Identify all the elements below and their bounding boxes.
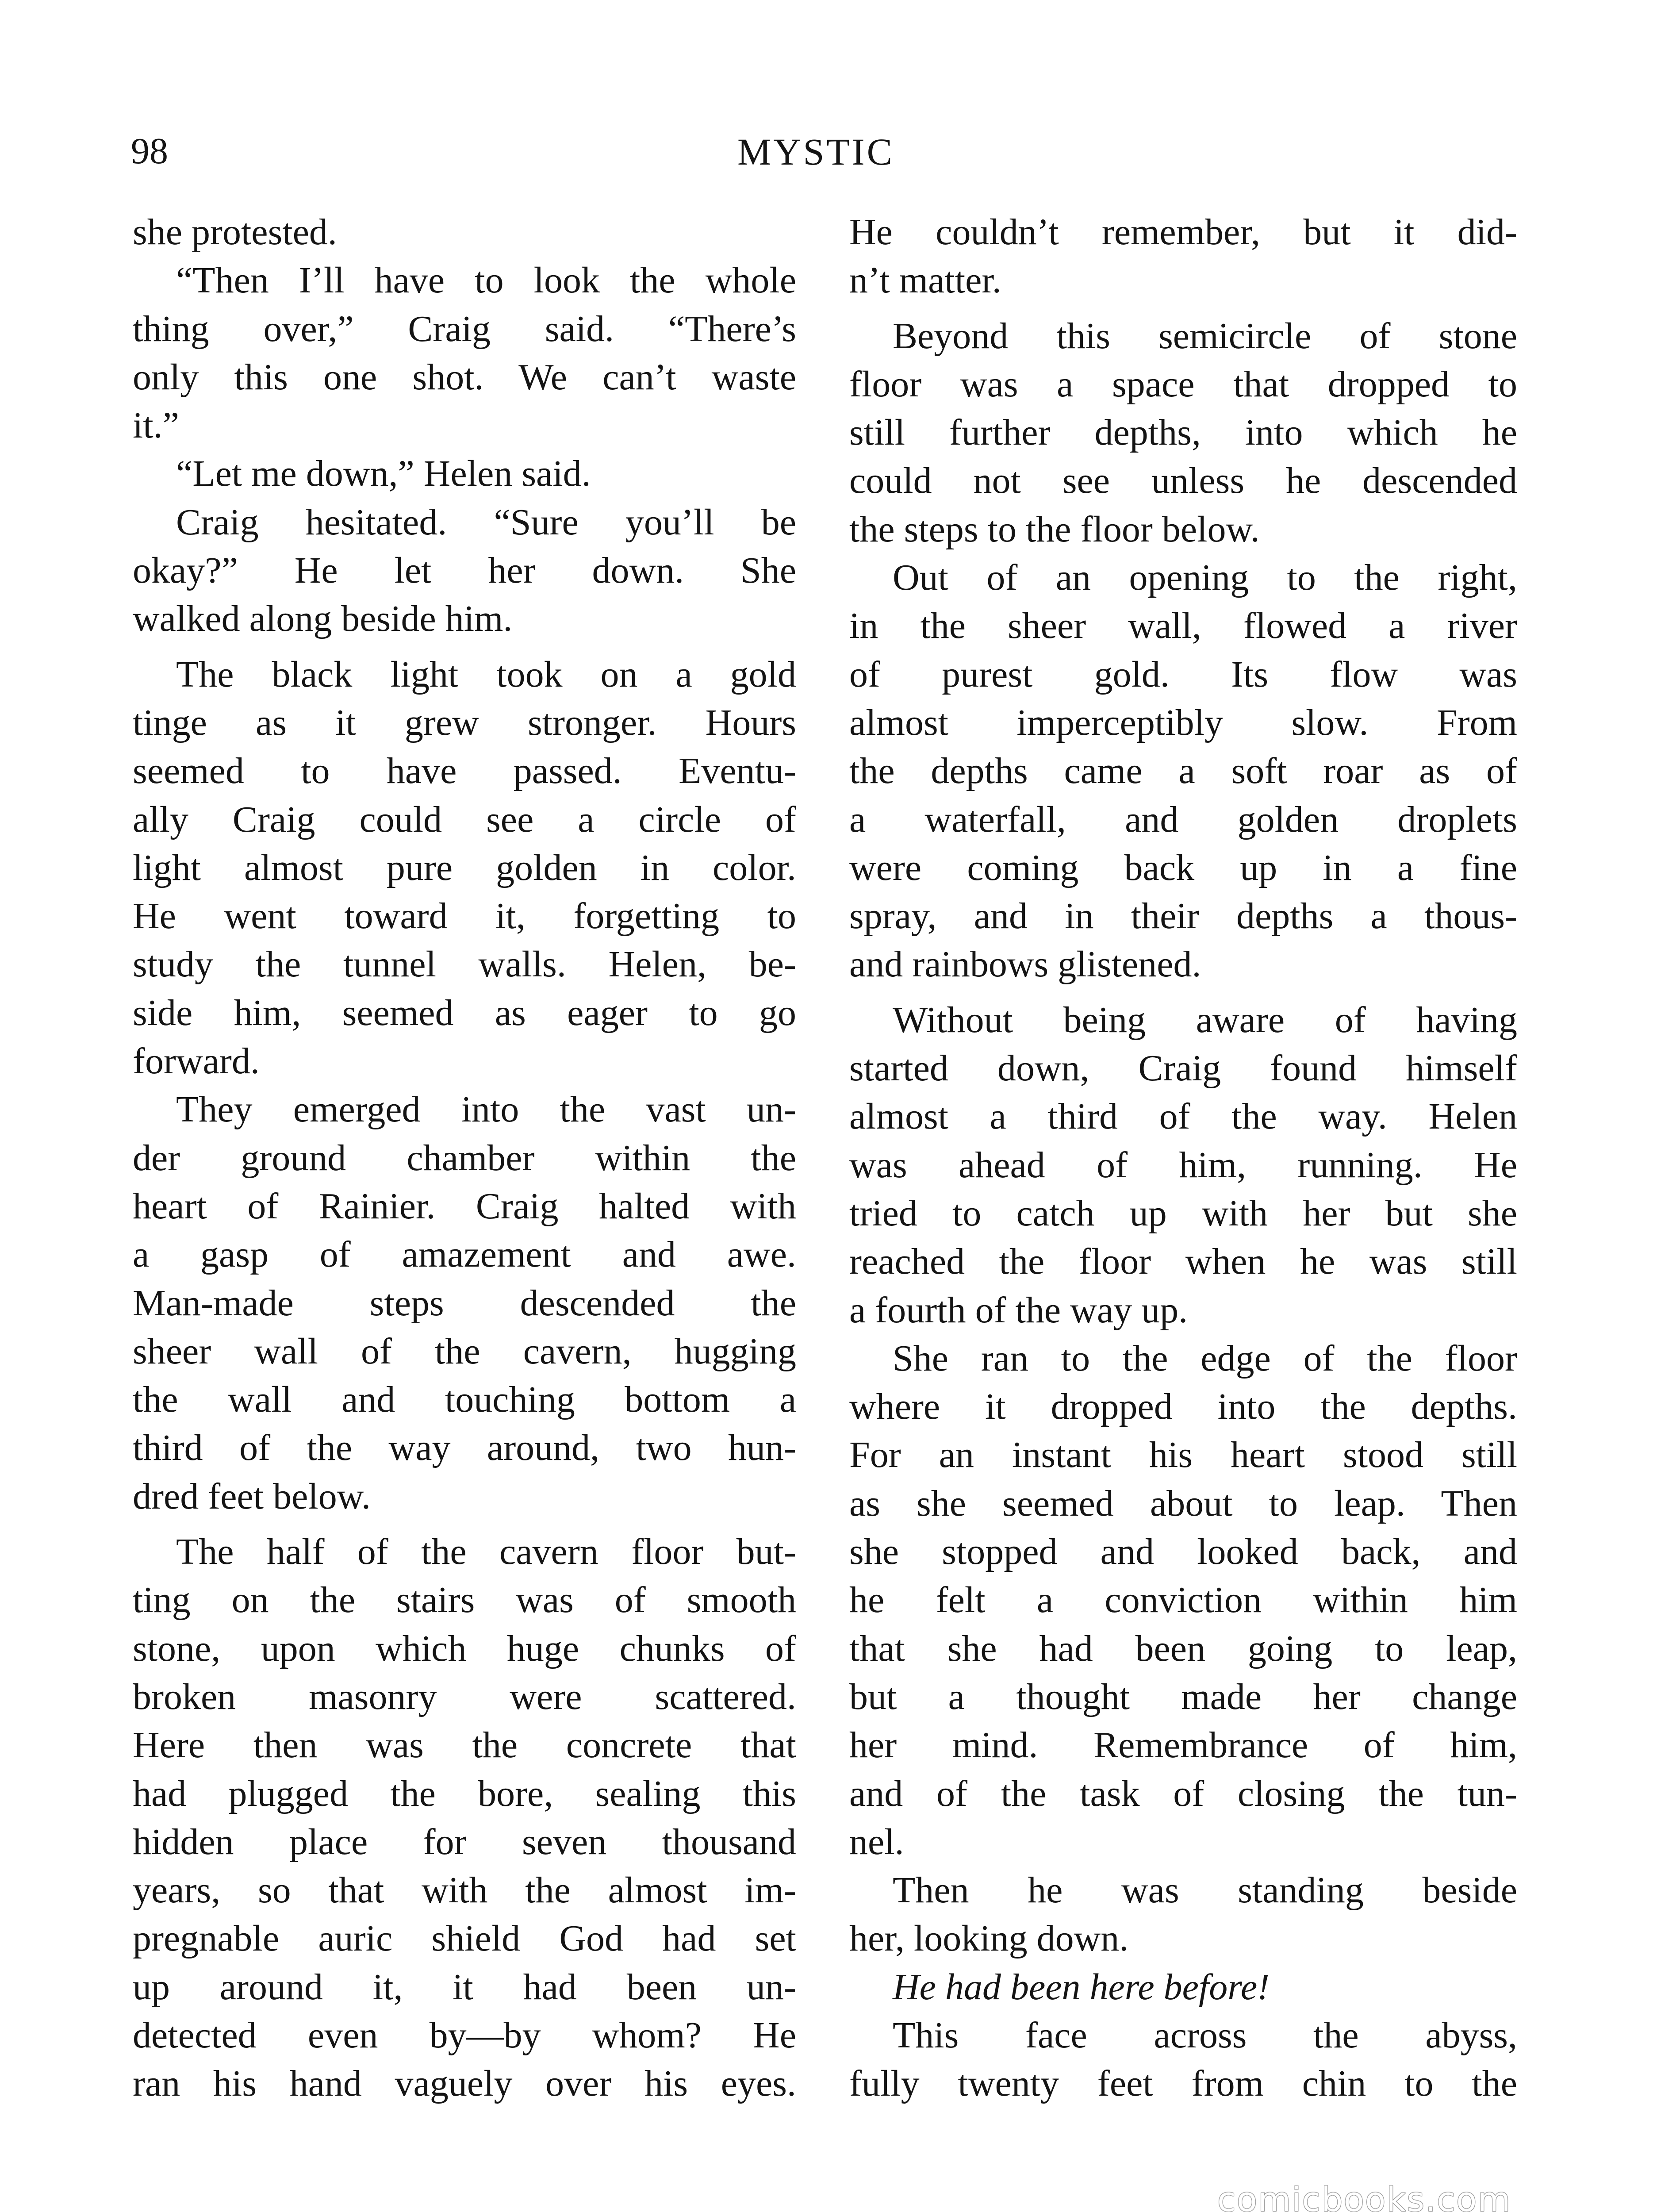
text-line: up around it, it had been un-: [133, 1966, 796, 2008]
text-line: stone, upon which huge chunks of: [133, 1628, 796, 1669]
text-line: only this one shot. We can’t waste: [133, 356, 796, 398]
text-line: still further depths, into which he: [849, 412, 1517, 453]
paragraph: [849, 1334, 1517, 1866]
text-line: walked along beside him.: [133, 598, 513, 640]
text-line: pregnable auric shield God had set: [133, 1918, 796, 1959]
text-line: ting on the stairs was of smooth: [133, 1579, 796, 1621]
paragraph: [849, 1963, 1517, 2011]
text-line: thing over,” Craig said. “There’s: [133, 308, 796, 349]
paragraph: [133, 1528, 796, 2108]
text-line: Out of an opening to the right,: [893, 557, 1517, 599]
text-line: He couldn’t remember, but it did-: [849, 211, 1517, 253]
text-line: She ran to the edge of the floor: [893, 1337, 1517, 1379]
text-line: years, so that with the almost im-: [133, 1870, 796, 1911]
text-line: He went toward it, forgetting to: [133, 895, 796, 937]
text-line: floor was a space that dropped to: [849, 363, 1517, 405]
paragraph: [849, 1866, 1517, 1963]
text-line: Without being aware of having: [893, 999, 1517, 1041]
text-line: had plugged the bore, sealing this: [133, 1773, 796, 1814]
text-line: Craig hesitated. “Sure you’ll be: [176, 501, 796, 543]
text-line: Man-made steps descended the: [133, 1282, 796, 1324]
paragraph: [133, 256, 796, 449]
text-line: spray, and in their depths a thous-: [849, 895, 1517, 937]
text-line: her, looking down.: [849, 1918, 1129, 1959]
text-line: almost imperceptibly slow. From: [849, 702, 1517, 743]
text-line: n’t matter.: [849, 260, 1001, 301]
right-column: [849, 208, 1517, 2108]
text-line: of purest gold. Its flow was: [849, 653, 1517, 695]
text-line: were coming back up in a fine: [849, 847, 1517, 888]
text-line: “Then I’ll have to look the whole: [176, 260, 796, 301]
text-line: tried to catch up with her but she: [849, 1192, 1517, 1234]
text-line: started down, Craig found himself: [849, 1048, 1517, 1089]
text-line: her mind. Remembrance of him,: [849, 1724, 1517, 1766]
text-line: where it dropped into the depths.: [849, 1386, 1517, 1428]
text-line: They emerged into the vast un-: [176, 1089, 796, 1130]
text-line: was ahead of him, running. He: [849, 1144, 1517, 1186]
text-line: reached the floor when he was still: [849, 1241, 1517, 1283]
text-line: dred feet below.: [133, 1475, 371, 1517]
text-line: The half of the cavern floor but-: [176, 1531, 796, 1573]
text-line: tinge as it grew stronger. Hours: [133, 702, 796, 743]
text-line: light almost pure golden in color.: [133, 847, 796, 888]
paragraph: [849, 2011, 1517, 2108]
text-line: a fourth of the way up.: [849, 1289, 1188, 1331]
text-line: but a thought made her change: [849, 1676, 1517, 1717]
paragraph: [133, 1085, 796, 1521]
page-number: 98: [131, 131, 168, 172]
text-line: and of the task of closing the tun-: [849, 1773, 1517, 1814]
text-line: Beyond this semicircle of stone: [893, 315, 1517, 357]
text-line: sheer wall of the cavern, hugging: [133, 1330, 796, 1372]
text-line: side him, seemed as eager to go: [133, 992, 796, 1033]
text-line: seemed to have passed. Eventu-: [133, 750, 796, 792]
text-line: heart of Rainier. Craig halted with: [133, 1185, 796, 1227]
text-line: forward.: [133, 1041, 260, 1082]
paragraph: [849, 312, 1517, 553]
text-line: der ground chamber within the: [133, 1137, 796, 1179]
text-line: ran his hand vaguely over his eyes.: [133, 2063, 796, 2104]
text-line: study the tunnel walls. Helen, be-: [133, 944, 796, 985]
text-line: a waterfall, and golden droplets: [849, 799, 1517, 840]
text-line: in the sheer wall, flowed a river: [849, 605, 1517, 647]
text-line: third of the way around, two hun-: [133, 1427, 796, 1469]
text-line: could not see unless he descended: [849, 460, 1517, 502]
paragraph: [133, 650, 796, 1086]
paragraph: [849, 996, 1517, 1334]
text-line: The black light took on a gold: [176, 653, 796, 695]
text-line: nel.: [849, 1821, 904, 1863]
text-line: as she seemed about to leap. Then: [849, 1482, 1517, 1524]
text-line: she protested.: [133, 211, 337, 253]
text-line: This face across the abyss,: [893, 2014, 1517, 2056]
paragraph: [133, 208, 796, 256]
text-line: Here then was the concrete that: [133, 1724, 796, 1766]
text-line: almost a third of the way. Helen: [849, 1096, 1517, 1137]
text-line: that she had been going to leap,: [849, 1628, 1517, 1669]
watermark: comicbooks.com: [1217, 2180, 1511, 2212]
text-line: For an instant his heart stood still: [849, 1434, 1517, 1476]
running-head: MYSTIC: [737, 131, 894, 173]
text-line: he felt a conviction within him: [849, 1579, 1517, 1621]
text-line: ally Craig could see a circle of: [133, 799, 796, 840]
text-line: detected even by—by whom? He: [133, 2014, 796, 2056]
text-line: a gasp of amazement and awe.: [133, 1234, 796, 1275]
paragraph: [133, 449, 796, 498]
text-line: okay?” He let her down. She: [133, 550, 796, 591]
text-line: the wall and touching bottom a: [133, 1379, 796, 1421]
text-line: broken masonry were scattered.: [133, 1676, 796, 1717]
text-line: and rainbows glistened.: [849, 944, 1201, 985]
text-line: it.”: [133, 405, 179, 446]
text-line: the steps to the floor below.: [849, 508, 1260, 550]
text-line: fully twenty feet from chin to the: [849, 2063, 1517, 2104]
paragraph: [849, 553, 1517, 989]
paragraph: [133, 498, 796, 643]
text-line: the depths came a soft roar as of: [849, 750, 1517, 792]
text-line: hidden place for seven thousand: [133, 1821, 796, 1863]
text-line: Then he was standing beside: [893, 1870, 1517, 1911]
text-line: she stopped and looked back, and: [849, 1531, 1517, 1573]
text-line: He had been here before!: [893, 1966, 1270, 2008]
left-column: [133, 208, 796, 2108]
text-line: “Let me down,” Helen said.: [176, 453, 591, 495]
paragraph: [849, 208, 1517, 305]
